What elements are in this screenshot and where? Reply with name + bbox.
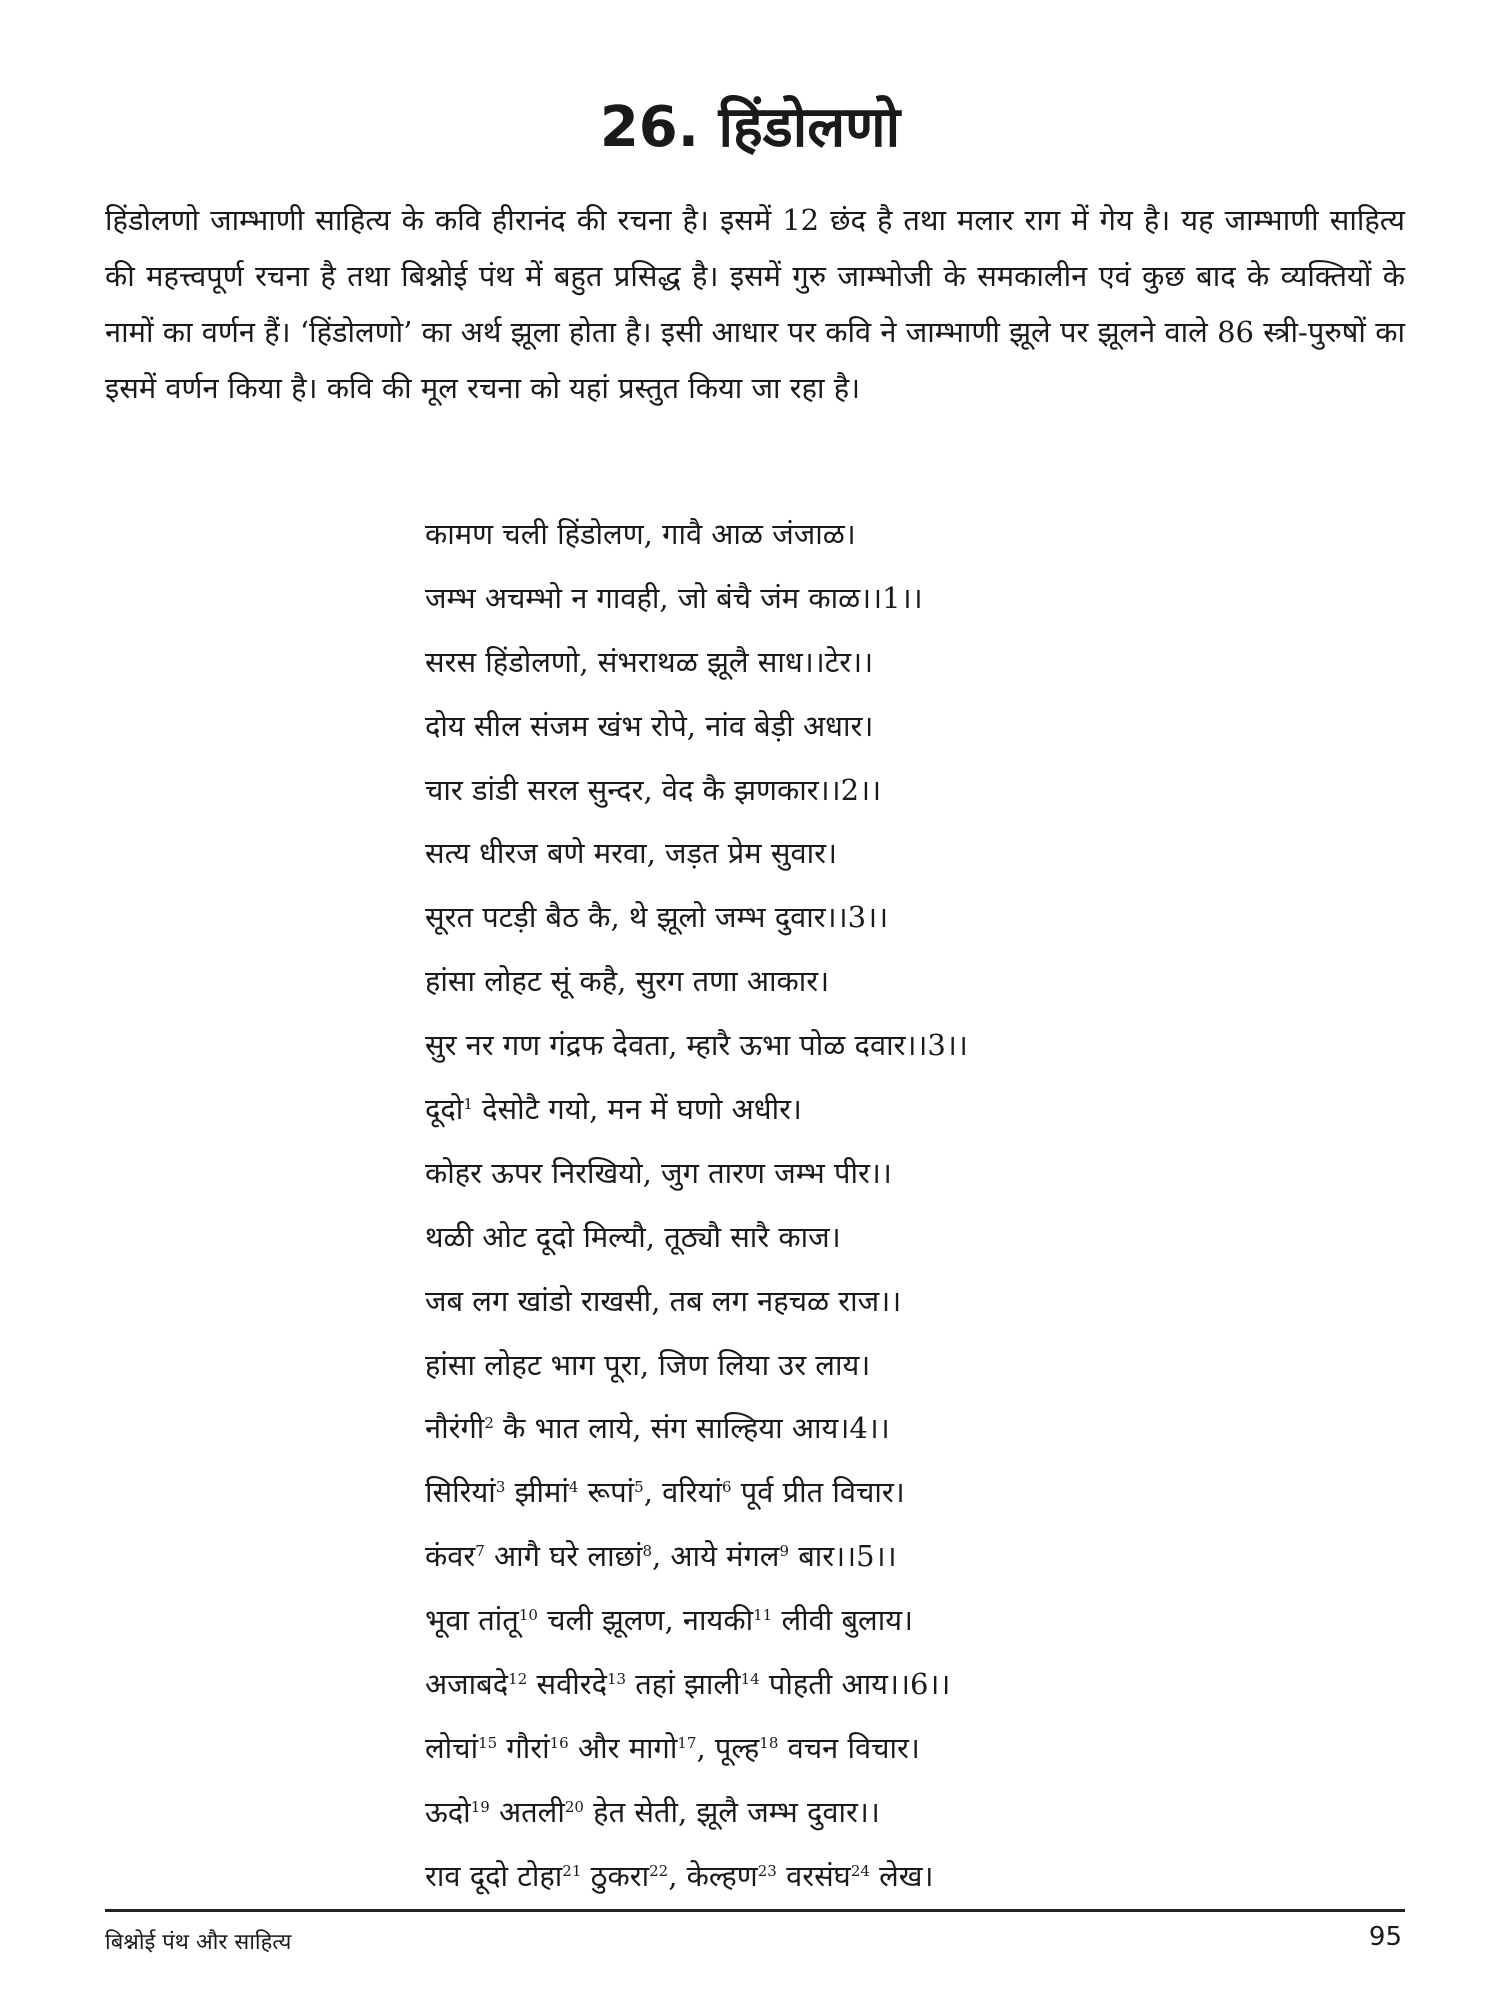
verse-line: हांसा लोहट भाग पूरा, जिण लिया उर लाय। [425, 1347, 871, 1382]
verse-line: थळी ओट दूदो मिल्यौ, तूठ्यौ सारै काज। [425, 1219, 841, 1254]
verse-line: सत्य धीरज बणे मरवा, जड़त प्रेम सुवार। [425, 836, 837, 871]
verse-line: लोचां$^{15}$ गौरां$^{16}$ और मागो$^{17}$, पूल्ह$^{18}$ वचन विचार। [425, 1730, 920, 1765]
verse-line: सिरियां$^3$ झीमां$^4$ रूपां$^5$, वरियां$^6$ पूर्व प्रीत विचार। [425, 1475, 905, 1510]
footnote-marker: 2 [484, 1414, 494, 1433]
footnote-marker: 3 [495, 1478, 506, 1497]
footer-rule [105, 1909, 1405, 1912]
footnote-marker: 7 [475, 1542, 485, 1561]
verse-line: सरस हिंडोलणो, संभराथळ झूलै साध।।टेर।। [425, 644, 874, 679]
verse-line: चार डांडी सरल सुन्दर, वेद कै झणकार।।2।। [425, 772, 882, 807]
intro-paragraph: हिंडोलणो जाम्भाणी साहित्य के कवि हीरानंद की रचना है। इसमें 12 छंद है तथा मलार राग में गेय है। यह जाम्भाणी साहित्य की महत्त्वपूर्ण रचना है तथा बिश्नोई पंथ में बहुत प्रसिद्ध है। इसमें गुरु जाम्भोजी के समकालीन एवं कुछ बाद के व्यक्तियों के नामों का वर्णन हैं। ‘हिंडोलणो’ का अर्थ झूला होता है। इसी आधार पर कवि ने जाम्भाणी झूले पर झूलने वाले 86 स्त्री-पुरुषों का इसमें वर्णन किया है। कवि की मूल रचना को यहां प्रस्तुत किया जा रहा है। [105, 203, 1405, 405]
footnote-marker: 23 [757, 1861, 777, 1880]
footnote-marker: 8 [642, 1542, 652, 1561]
footnote-marker: 18 [759, 1733, 779, 1752]
verse-line: कामण चली हिंडोलण, गावै आळ जंजाळ। [425, 517, 856, 551]
footnote-marker: 19 [470, 1797, 490, 1816]
verse-line: ऊदो$^{19}$ अतली$^{20}$ हेत सेती, झूलै जम्भ दुवार।। [425, 1794, 880, 1829]
verse-line: दोय सील संजम खंभ रोपे, नांव बेड़ी अधार। [425, 708, 874, 743]
page-number: 95 [1368, 1922, 1402, 1952]
verse-line: राव दूदो टोहा$^{21}$ ठुकरा$^{22}$, केल्हण$^{23}$ वरसंघ$^{24}$ लेख। [425, 1858, 934, 1893]
footnote-marker: 4 [568, 1478, 579, 1497]
footnote-marker: 15 [478, 1733, 498, 1752]
footnote-marker: 14 [740, 1670, 760, 1689]
poem [425, 503, 1095, 1909]
footnote-marker: 1 [463, 1095, 473, 1114]
footnote-marker: 16 [549, 1733, 569, 1752]
verse-line: अजाबदे$^{12}$ सवीरदे$^{13}$ तहां झाली$^{14}$ पोहती आय।।6।। [425, 1667, 951, 1702]
footnote-marker: 5 [634, 1478, 644, 1497]
verse-line: कंवर$^7$ आगै घरे लाछां$^8$, आये मंगल$^9$ बार।।5।। [425, 1539, 897, 1574]
footnote-marker: 21 [562, 1861, 582, 1880]
page-title: 26. हिंडोलणो [599, 95, 901, 160]
verse-line: हांसा लोहट सूं कहै, सुरग तणा आकार। [425, 964, 830, 999]
verse-line: सूरत पटड़ी बैठ कै, थे झूलो जम्भ दुवार।।3।। [425, 900, 889, 935]
verse-line: भूवा तांतू$^{10}$ चली झूलण, नायकी$^{11}$ लीवी बुलाय। [425, 1603, 914, 1638]
footnote-marker: 6 [721, 1478, 732, 1497]
footnote-marker: 9 [779, 1542, 789, 1561]
footnote-marker: 24 [850, 1861, 870, 1880]
footnote-marker: 12 [508, 1670, 528, 1689]
verse-line: जब लग खांडो राखसी, तब लग नहचळ राज।। [425, 1283, 902, 1318]
verse-line: कोहर ऊपर निरखियो, जुग तारण जम्भ पीर।। [425, 1155, 892, 1190]
footnote-marker: 10 [518, 1606, 538, 1625]
footnote-marker: 11 [753, 1606, 773, 1625]
verse-line: सुर नर गण गंद्रफ देवता, म्हारै ऊभा पोळ दवार।।3।। [425, 1028, 968, 1063]
footnote-marker: 17 [677, 1733, 697, 1752]
footnote-marker: 13 [606, 1670, 627, 1689]
footnote-marker: 20 [564, 1797, 584, 1816]
footnote-marker: 22 [649, 1861, 669, 1880]
verse-line: जम्भ अचम्भो न गावही, जो बंचै जंम काळ।।1।। [425, 580, 923, 615]
verse-line: दूदो$^1$ देसोटै गयो, मन में घणो अधीर। [425, 1092, 802, 1127]
verse-line: नौरंगी$^2$ कै भात लाये, संग साल्हिया आय।4।। [425, 1411, 890, 1446]
footer-book-title: बिश्नोई पंथ और साहित्य [105, 1930, 292, 1955]
